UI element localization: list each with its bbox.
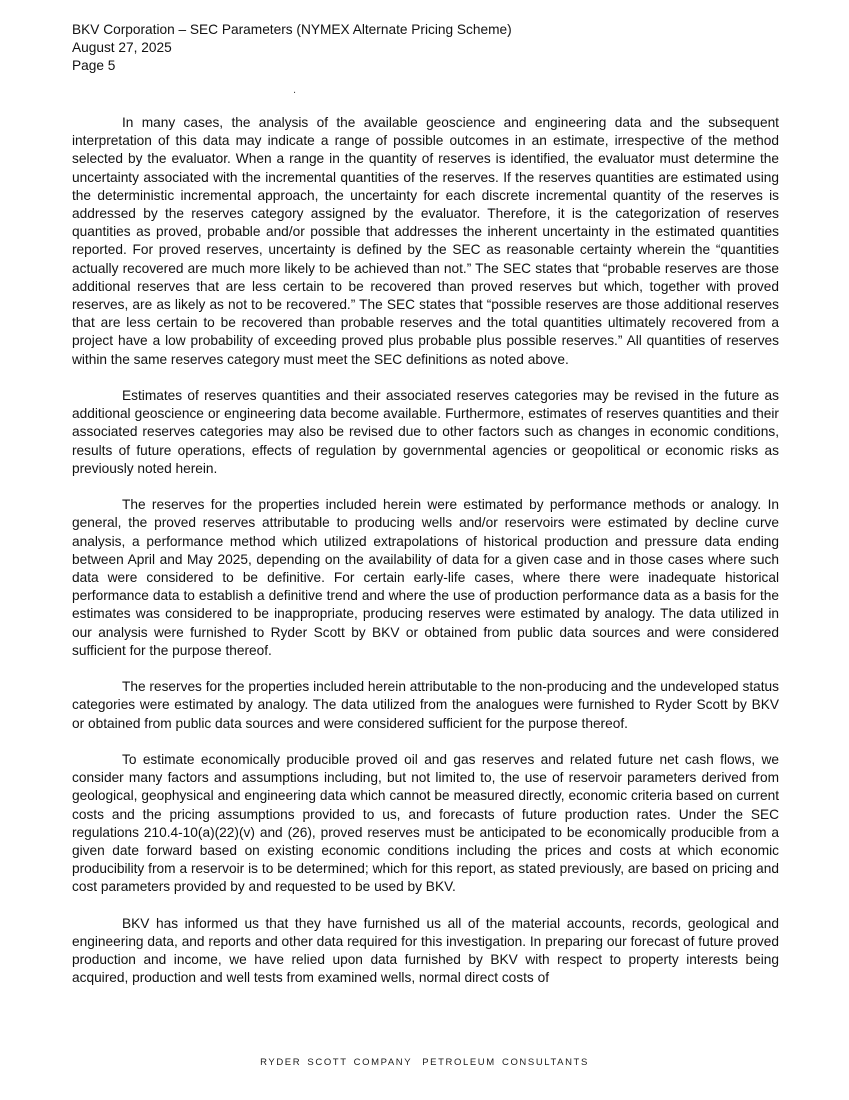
paragraph-performance-methods: The reserves for the properties included herein were estimated by performance methods or analogy. In general, the proved reserves attributable to producing wells and/or reservoirs were estimated by decline curve analysis, a performance method which utilized extrapolations of historical production and pressure data ending between April and May 2025, depending on the availability of data for a given case and in those cases where such data were considered to be definitive. For certain early-life cases, where there were inadequate historical performance data to establish a definitive trend and where the use of production performance data as a basis for the estimates was considered to be inappropriate, producing reserves were estimated by analogy. The data utilized in our analysis were furnished to Ryder Scott by BKV or obtained from public data sources and were considered sufficient for the purpose thereof. xyxy=(72,497,779,658)
header-page-number: Page 5 xyxy=(72,58,116,74)
footer-company-name: RYDER SCOTT COMPANY xyxy=(260,1057,413,1068)
paragraph-estimate-revisions: Estimates of reserves quantities and their associated reserves categories may be revised in the future as additional geoscience or engineering data become available. Furthermore, estimates of reserves quantities and their associated reserves categories may also be revised due to other factors such as changes in economic conditions, results of future operations, effects of regulation by governmental agencies or geopolitical or economic risks as previously noted herein. xyxy=(72,388,779,476)
paragraph-nonproducing-analogy: The reserves for the properties included herein attributable to the non-producing and the undeveloped status categories were estimated by analogy. The data utilized from the analogues were furnished to Ryder Scott by BKV or obtained from public data sources and were considered sufficient for the purpose thereof. xyxy=(72,679,779,731)
paragraph-reserves-uncertainty: In many cases, the analysis of the available geoscience and engineering data and the subsequent interpretation of this data may indicate a range of possible outcomes in an estimate, irrespective of the method selected by the evaluator. When a range in the quantity of reserves is identified, the evaluator must determine the uncertainty associated with the incremental quantities of the reserves. If the reserves quantities are estimated using the deterministic incremental approach, the uncertainty for each discrete incremental quantity of the reserves is addressed by the reserves category assigned by the evaluator. Therefore, it is the categorization of reserves quantities as proved, probable and/or possible that addresses the inherent uncertainty in the estimated quantities reported. For proved reserves, uncertainty is defined by the SEC as reasonable certainty wherein the “quantities actually recovered are much more likely to be achieved than not.” The SEC states that “probable reserves are those additional reserves that are less certain to be recovered than proved reserves but which, together with proved reserves, are as likely as not to be recovered.” The SEC states that “possible reserves are those additional reserves that are less certain to be recovered than probable reserves and the total quantities ultimately recovered from a project have a low probability of exceeding proved plus probable plus possible reserves.” All quantities of reserves within the same reserves category must meet the SEC definitions as noted above. xyxy=(72,115,779,367)
footer-tagline: PETROLEUM CONSULTANTS xyxy=(422,1057,589,1068)
document-footer xyxy=(0,1057,849,1068)
document-header xyxy=(72,21,512,76)
paragraph-economic-producibility: To estimate economically producible proved oil and gas reserves and related future net cash flows, we consider many factors and assumptions including, but not limited to, the use of reservoir parameters derived from geological, geophysical and engineering data which cannot be measured directly, economic criteria based on current costs and the pricing assumptions provided to us, and forecasts of future production rates. Under the SEC regulations 210.4-10(a)(22)(v) and (26), proved reserves must be anticipated to be economically producible from a given date forward based on existing economic conditions including the prices and costs at which economic producibility from a reservoir is to be determined; which for this report, as stated previously, are based on pricing and cost parameters provided by and requested to be used by BKV. xyxy=(72,752,779,895)
header-title: BKV Corporation – SEC Parameters (NYMEX Alternate Pricing Scheme) xyxy=(72,22,512,37)
header-date: August 27, 2025 xyxy=(72,40,172,56)
document-body xyxy=(72,114,779,1006)
stray-period-mark: . xyxy=(293,84,297,96)
paragraph-bkv-data-furnished: BKV has informed us that they have furnished us all of the material accounts, records, geological and engineering data, and reports and other data required for this investigation. In preparing our forecast of future proved production and income, we have relied upon data furnished by BKV with respect to property interests being acquired, production and well tests from examined wells, normal direct costs of xyxy=(72,915,779,986)
